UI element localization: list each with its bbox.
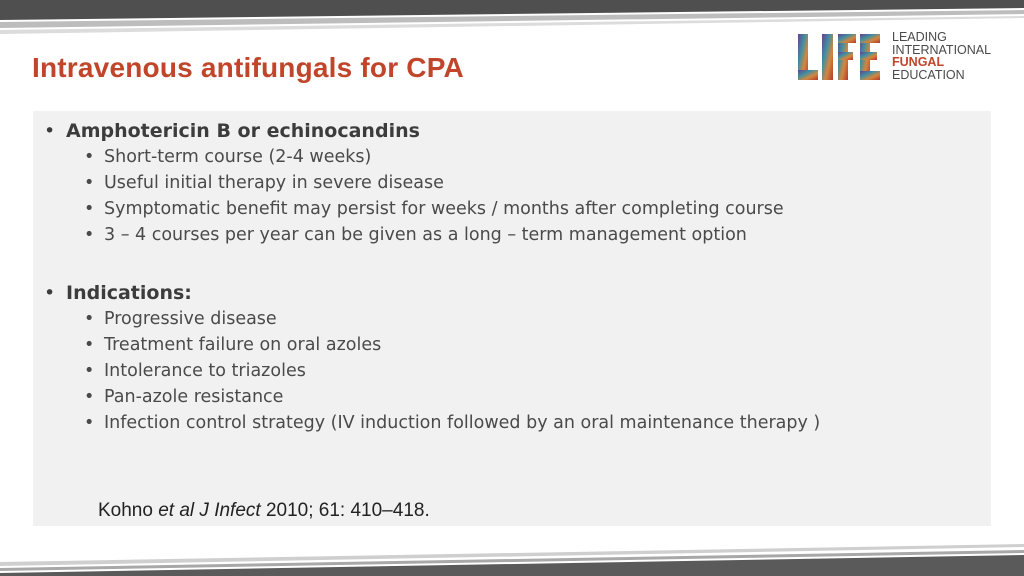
citation-author: Kohno [98,500,153,521]
citation [98,500,430,522]
citation-ref: 2010; 61: 410–418. [265,500,430,521]
bullet: • [84,173,95,193]
bullet: • [84,147,95,167]
bullet: • [84,225,95,245]
list-item: • Infection control strategy (IV induction followed by an oral maintenance therapy ) [44,410,974,436]
list-item: • Progressive disease [44,306,974,332]
list-item: • Intolerance to triazoles [44,358,974,384]
bottom-decorative-band [0,540,1024,576]
logo-line-leading: LEADING [892,30,947,44]
list-item: • Treatment failure on oral azoles [44,332,974,358]
logo-text [892,31,991,81]
bullet: • [84,387,95,407]
list-item: • Pan-azole resistance [44,384,974,410]
slide-content [44,118,974,436]
section-heading: • Amphotericin B or echinocandins [44,120,420,142]
bullet: • [84,199,95,219]
bullet: • [84,361,95,381]
life-logo [798,30,998,84]
list-item: • Symptomatic benefit may persist for weeks / months after completing course [44,196,974,222]
logo-line-fungal: FUNGAL [892,55,945,70]
logo-line-education: EDUCATION [892,67,965,82]
bullet: • [84,413,95,433]
section-spacer [44,248,974,280]
bullet: • [84,309,95,329]
logo-line-international: INTERNATIONAL [892,42,992,57]
list-item: • 3 – 4 courses per year can be given as a long – term management option [44,222,974,248]
bullet: • [84,335,95,355]
section-heading: • Indications: [44,282,192,304]
bullet: • [44,120,56,142]
list-item: • Short-term course (2-4 weeks) [44,144,974,170]
list-item: • Useful initial therapy in severe disease [44,170,974,196]
slide-title: Intravenous antifungals for CPA [32,52,464,83]
life-logo-mark [798,32,882,82]
bullet: • [44,282,56,304]
citation-etal: et al J Infect [158,500,261,521]
